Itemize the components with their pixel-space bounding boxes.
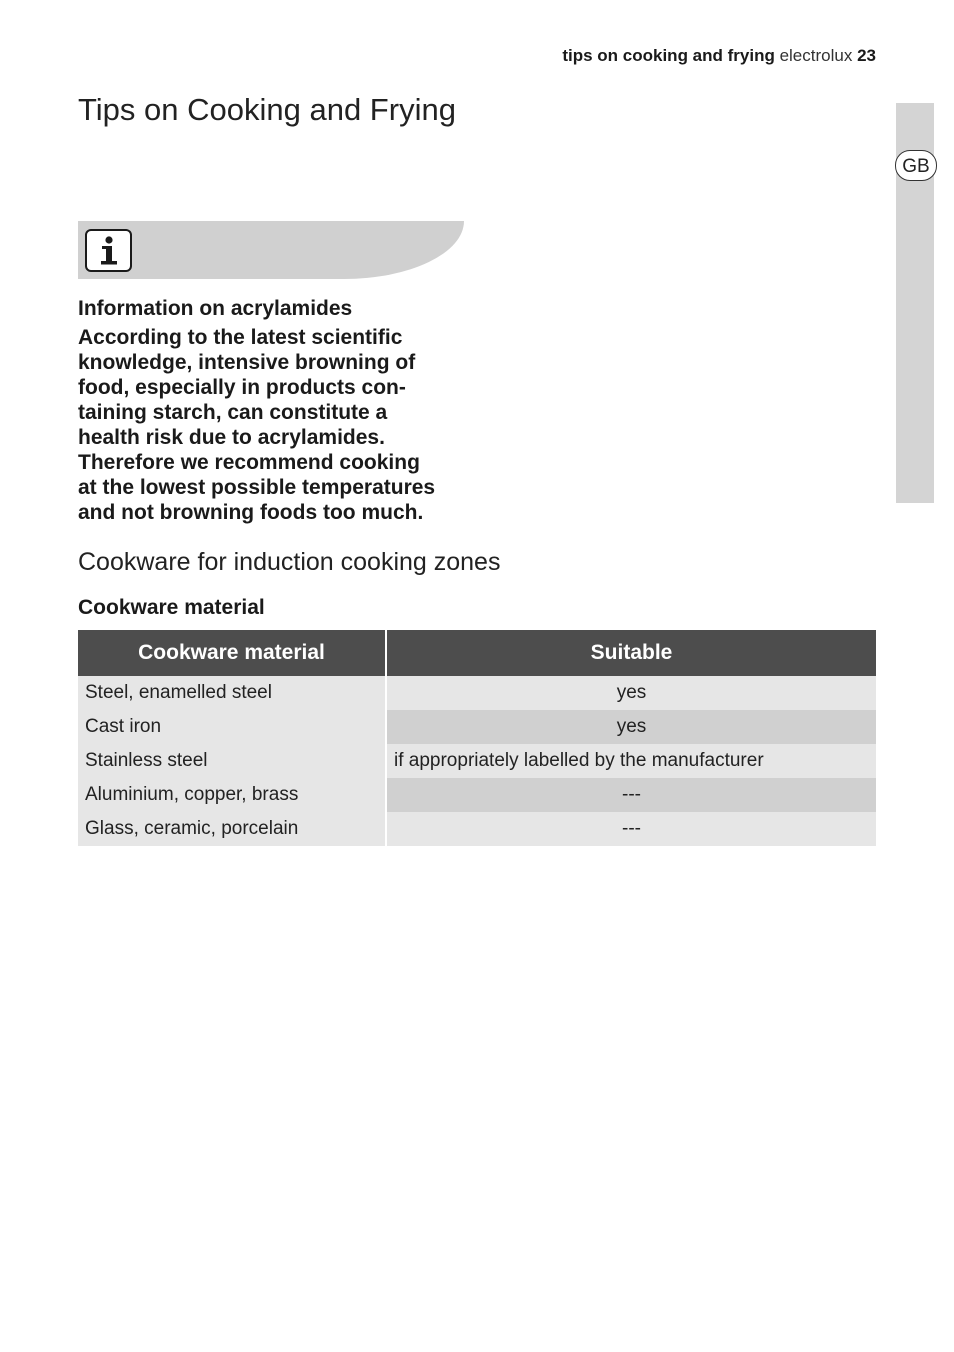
info-line: knowledge, intensive browning of — [78, 351, 416, 374]
cell-suitable: --- — [386, 778, 876, 812]
info-banner — [78, 221, 464, 279]
running-header-section: tips on cooking and frying — [562, 46, 775, 65]
cookware-table — [78, 630, 876, 846]
info-line: and not browning foods too much. — [78, 501, 424, 524]
page-title: Tips on Cooking and Frying — [78, 92, 456, 127]
language-badge: GB — [895, 150, 937, 181]
table-row — [78, 676, 876, 710]
info-icon — [85, 229, 132, 272]
info-line: According to the latest scientific — [78, 326, 403, 349]
info-text — [78, 325, 478, 525]
table-row — [78, 744, 876, 778]
sub-heading: Cookware material — [78, 596, 265, 619]
cell-material: Stainless steel — [78, 744, 386, 778]
table-header-row — [78, 630, 876, 676]
running-header-brand: electrolux — [779, 46, 853, 65]
cell-material: Glass, ceramic, porcelain — [78, 812, 386, 846]
page-number: 23 — [857, 46, 876, 65]
info-line: Therefore we recommend cooking — [78, 451, 420, 474]
info-line: taining starch, can constitute a — [78, 401, 388, 424]
running-header — [562, 46, 876, 66]
table-row — [78, 778, 876, 812]
info-block — [78, 296, 478, 525]
cell-suitable: if appropriately labelled by the manufacturer — [386, 744, 876, 778]
info-line: food, especially in products con- — [78, 376, 406, 399]
info-line: at the lowest possible temperatures — [78, 476, 436, 499]
info-heading: Information on acrylamides — [78, 297, 353, 320]
cell-material: Aluminium, copper, brass — [78, 778, 386, 812]
info-line: health risk due to acrylamides. — [78, 426, 385, 449]
cell-material: Steel, enamelled steel — [78, 676, 386, 710]
table-row — [78, 710, 876, 744]
cell-suitable: yes — [386, 710, 876, 744]
cell-suitable: --- — [386, 812, 876, 846]
table-row — [78, 812, 876, 846]
cell-material: Cast iron — [78, 710, 386, 744]
column-header-suitable: Suitable — [386, 630, 876, 676]
section-heading: Cookware for induction cooking zones — [78, 548, 501, 576]
cell-suitable: yes — [386, 676, 876, 710]
column-header-material: Cookware material — [78, 630, 386, 676]
